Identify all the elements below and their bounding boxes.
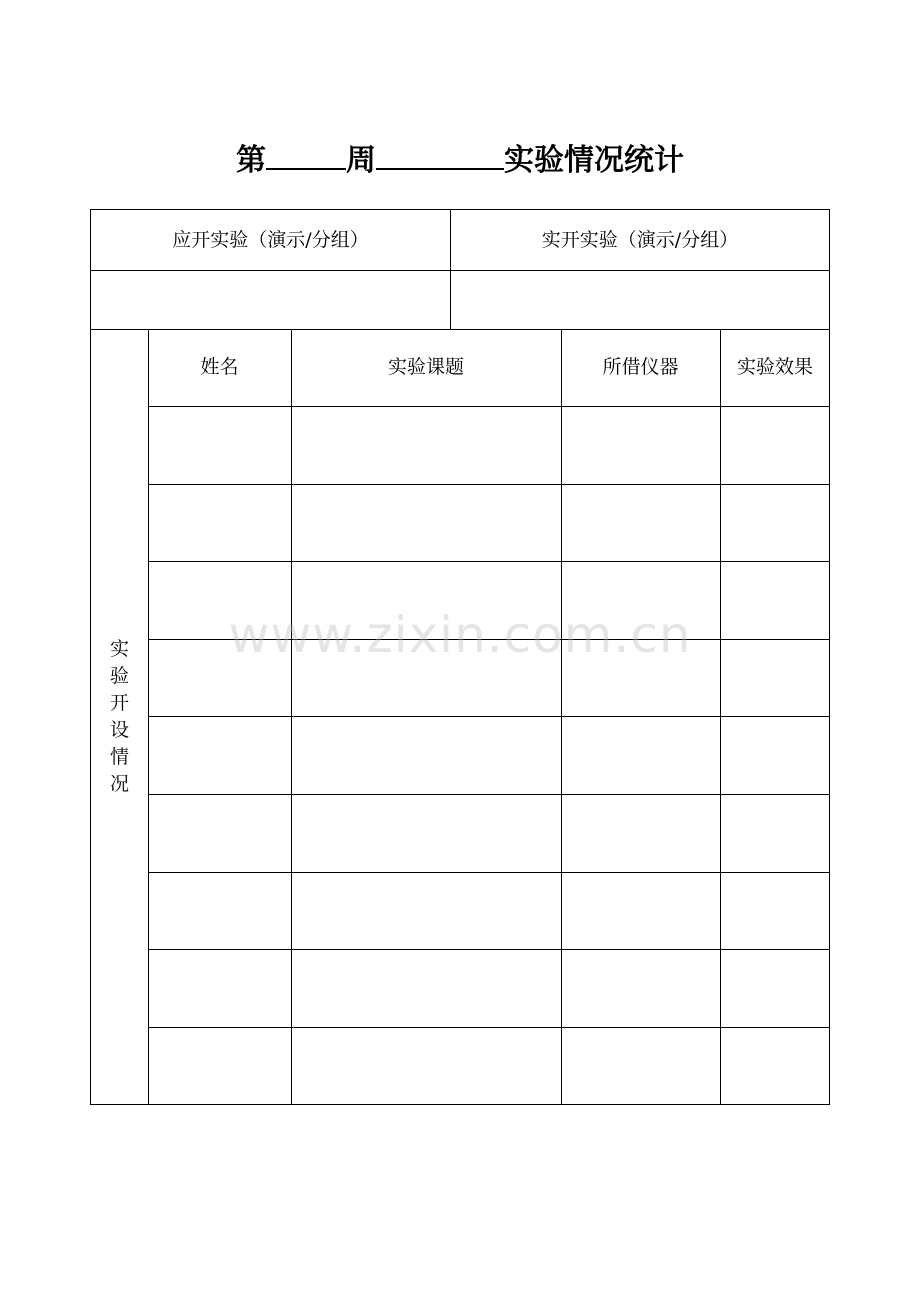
side-label-char: 验 xyxy=(109,665,129,687)
planned-experiments-input[interactable] xyxy=(91,270,450,329)
name-cell[interactable] xyxy=(148,639,291,716)
result-cell[interactable] xyxy=(720,716,830,794)
topic-cell[interactable] xyxy=(291,484,561,561)
actual-experiments-header: 实开实验（演示/分组） xyxy=(541,228,739,251)
name-cell[interactable] xyxy=(148,406,291,484)
topic-cell[interactable] xyxy=(291,949,561,1027)
column-divider xyxy=(450,210,451,329)
topic-cell[interactable] xyxy=(291,561,561,639)
instruments-cell[interactable] xyxy=(561,949,720,1027)
name-cell[interactable] xyxy=(148,561,291,639)
topic-cell[interactable] xyxy=(291,794,561,872)
title-suffix: 实验情况统计 xyxy=(504,143,684,178)
result-cell[interactable] xyxy=(720,872,830,949)
instruments-cell[interactable] xyxy=(561,794,720,872)
result-cell[interactable] xyxy=(720,484,830,561)
instruments-cell[interactable] xyxy=(561,639,720,716)
topic-cell[interactable] xyxy=(291,872,561,949)
name-cell[interactable] xyxy=(148,716,291,794)
experiment-stats-table xyxy=(90,209,830,1105)
side-label-char: 情 xyxy=(109,746,129,768)
instruments-cell[interactable] xyxy=(561,716,720,794)
actual-experiments-input[interactable] xyxy=(450,270,830,329)
topic-cell[interactable] xyxy=(291,716,561,794)
page-title xyxy=(0,136,920,181)
result-cell[interactable] xyxy=(720,949,830,1027)
week-number-blank[interactable] xyxy=(266,136,346,170)
topic-cell[interactable] xyxy=(291,1027,561,1104)
title-week-label: 周 xyxy=(346,143,376,178)
experiment-setup-side-label xyxy=(91,329,148,1105)
result-cell[interactable] xyxy=(720,561,830,639)
result-cell[interactable] xyxy=(720,406,830,484)
name-cell[interactable] xyxy=(148,794,291,872)
topic-cell[interactable] xyxy=(291,406,561,484)
subject-blank[interactable] xyxy=(376,136,504,170)
name-cell[interactable] xyxy=(148,949,291,1027)
instruments-cell[interactable] xyxy=(561,1027,720,1104)
topic-cell[interactable] xyxy=(291,639,561,716)
side-label-char: 开 xyxy=(109,692,129,714)
name-cell[interactable] xyxy=(148,1027,291,1104)
side-label-char: 设 xyxy=(109,719,129,741)
name-cell[interactable] xyxy=(148,484,291,561)
column-header-topic: 实验课题 xyxy=(387,356,464,378)
result-cell[interactable] xyxy=(720,639,830,716)
side-label-char: 实 xyxy=(109,638,129,660)
instruments-cell[interactable] xyxy=(561,561,720,639)
result-cell[interactable] xyxy=(720,794,830,872)
instruments-cell[interactable] xyxy=(561,406,720,484)
column-header-result: 实验效果 xyxy=(736,356,813,378)
name-cell[interactable] xyxy=(148,872,291,949)
result-cell[interactable] xyxy=(720,1027,830,1104)
instruments-cell[interactable] xyxy=(561,872,720,949)
column-header-instruments: 所借仪器 xyxy=(602,356,679,378)
title-prefix: 第 xyxy=(236,143,266,178)
watermark: www.zixin.com.cn xyxy=(228,606,692,664)
column-header-name: 姓名 xyxy=(200,356,239,378)
row-divider xyxy=(91,270,830,271)
instruments-cell[interactable] xyxy=(561,484,720,561)
planned-experiments-header: 应开实验（演示/分组） xyxy=(172,228,369,251)
side-label-char: 况 xyxy=(109,773,129,795)
